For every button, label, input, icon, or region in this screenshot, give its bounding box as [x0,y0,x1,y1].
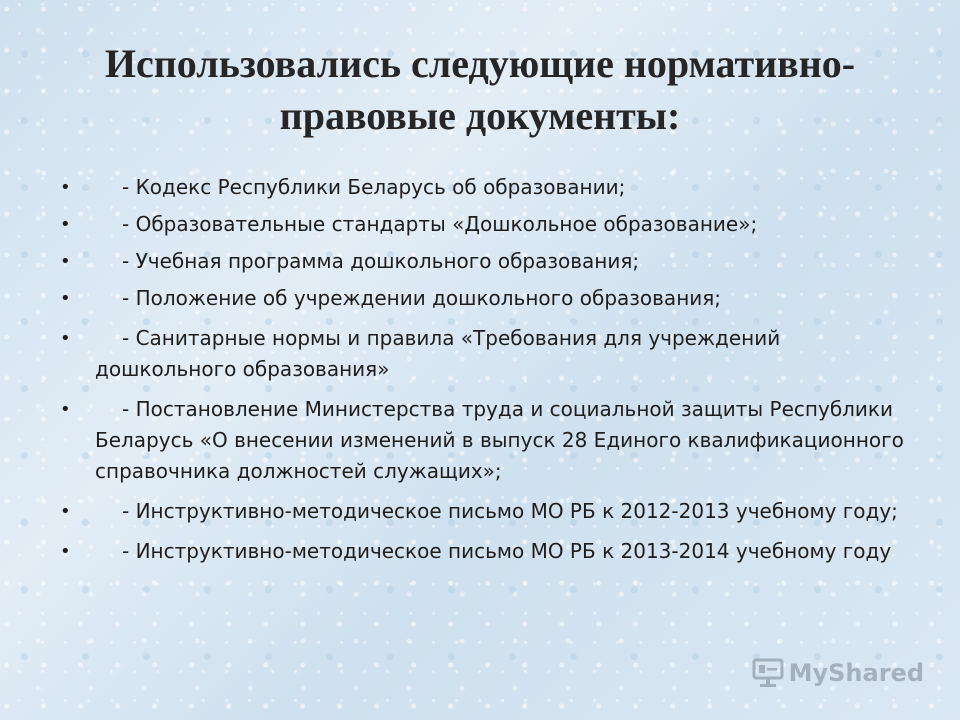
list-item [60,323,910,385]
bullet-icon: • [60,328,71,349]
slide-title [40,38,920,142]
list-item [60,209,910,240]
bullet-icon: • [60,177,71,198]
list-item [60,394,910,487]
bullet-icon: • [60,288,71,309]
watermark [751,656,924,690]
slide-title-line-2: правовые документы: [279,93,681,138]
list-item-text: - Кодекс Республики Беларусь об образовании; [122,175,626,199]
list-item [60,283,910,314]
list-item-text: - Санитарные нормы и правила «Требования для учреждений дошкольного образования» [95,326,781,381]
slide-title-line-1: Использовались следующие нормативно- [104,41,856,86]
list-item-text: - Образовательные стандарты «Дошкольное образование»; [122,212,758,236]
bullet-icon: • [60,399,71,420]
list-item [60,496,910,527]
list-item-text: - Учебная программа дошкольного образования; [122,249,640,273]
list-item-text: - Положение об учреждении дошкольного образования; [122,286,722,310]
list-item [60,172,910,203]
list-item-text: - Инструктивно-методическое письмо МО РБ к 2012-2013 учебному году; [122,499,898,523]
presentation-screen-icon [751,656,785,690]
list-item [60,246,910,277]
list-item [60,536,910,567]
bullet-icon: • [60,541,71,562]
watermark-text: MyShared [788,659,924,687]
bullet-icon: • [60,501,71,522]
list-item-text: - Постановление Министерства труда и социальной защиты Республики Беларусь «О внесении изменений в выпуск 28 Единого квалификационного справочника должностей служащих»; [95,397,904,483]
list-item-text: - Инструктивно-методическое письмо МО РБ к 2013-2014 учебному году [122,539,892,563]
bullet-icon: • [60,251,71,272]
document-list [60,172,910,573]
bullet-icon: • [60,214,71,235]
